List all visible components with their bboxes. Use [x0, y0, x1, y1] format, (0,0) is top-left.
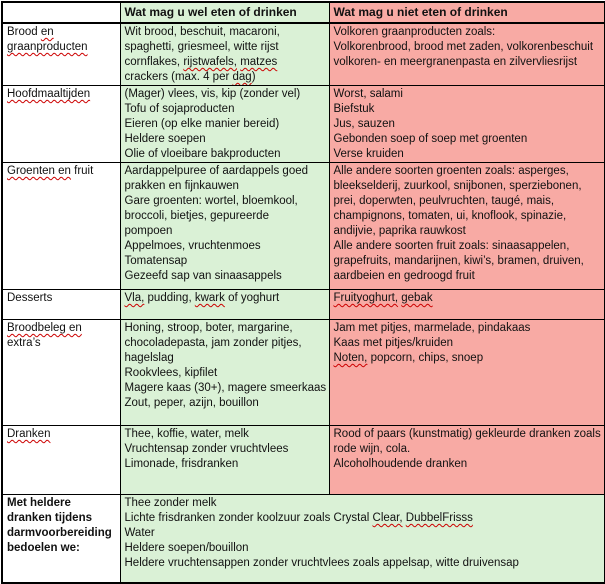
cell-line: [7, 336, 116, 351]
text-segment: Magere kaas (30+), magere smeerkaas: [124, 382, 327, 394]
cell-line: [7, 40, 116, 55]
cell-line: [125, 556, 601, 571]
text-segment: Wit brood, beschuit, macaroni,: [124, 26, 280, 38]
text-segment: spaghetti, griesmeel, witte rijst: [124, 41, 279, 53]
text-segment: Gebonden soep of soep met groenten: [333, 133, 528, 145]
text-segment: Tomatensap: [124, 255, 188, 267]
cell-line: [125, 457, 325, 472]
misspelled-word: DubbelFrisss: [405, 512, 473, 524]
text-segment: Vruchtensap zonder vruchtvlees: [124, 443, 289, 455]
text-segment: Kaas met pitjes/kruiden: [333, 337, 454, 349]
table-row: [2, 426, 605, 495]
text-segment: Volkoren graanproducten zoals:: [333, 26, 496, 38]
text-segment: grapefruits, mandarijnen, kiwi’s, bramen, druiven,: [333, 255, 584, 267]
cell-line: [334, 117, 601, 132]
category-cell: [2, 290, 120, 320]
text-segment: broccoli, bietjes, gepureerde: [124, 210, 269, 222]
text-segment: Brood: [7, 26, 41, 38]
table-row: [2, 163, 605, 290]
text-segment: (Mager) vlees, vis, kip (zonder vel): [124, 88, 301, 100]
misspelled-word: graanproducten: [7, 41, 88, 53]
table-row: [2, 290, 605, 320]
cell-line: [125, 25, 325, 40]
category-cell: [2, 320, 120, 426]
cell-line: [334, 336, 601, 351]
category-cell: [2, 426, 120, 495]
text-segment: cornflakes,: [124, 56, 184, 68]
cell-line: [7, 526, 116, 541]
text-segment: Alle andere soorten fruit zoals: sinaasappelen,: [333, 240, 570, 252]
text-segment: Lichte frisdranken zonder koolzuur zoals Crystal: [124, 512, 373, 524]
cell-line: [125, 396, 325, 411]
text-segment: hagelslag: [124, 352, 174, 364]
cell-line: [334, 132, 601, 147]
diet-table: [1, 1, 605, 584]
allowed-cell: [120, 320, 329, 426]
cell-line: [125, 427, 325, 442]
cell-line: [125, 102, 325, 117]
cell-line: [125, 209, 325, 224]
cell-line: [334, 209, 601, 224]
misspelled-word: Clear,: [372, 512, 403, 524]
text-segment: dranken tijdens: [7, 512, 92, 524]
text-segment: Heldere vruchtensappen zonder vruchtvlees zoals appelsap, witte druivensap: [124, 557, 519, 569]
cell-line: [7, 427, 116, 442]
misspelled-word: Broodbeleg en: [7, 322, 82, 334]
category-cell: [2, 23, 120, 86]
cell-line: [334, 55, 601, 70]
text-segment: andijvie, paprika rauwkost: [333, 225, 466, 237]
text-segment: Appelmoes, vruchtenmoes: [124, 240, 261, 252]
cell-line: [125, 70, 325, 85]
cell-line: [125, 336, 325, 351]
table-row: [2, 86, 605, 163]
cell-line: [7, 291, 116, 306]
cell-line: [125, 194, 325, 209]
text-segment: Limonade, frisdranken: [124, 458, 239, 470]
cell-line: [334, 254, 601, 269]
merged-allowed-cell: [120, 495, 605, 583]
cell-line: [125, 351, 325, 366]
cell-line: [334, 321, 601, 336]
text-segment: Gare groenten: wortel, bloemkool,: [124, 195, 298, 207]
cell-line: [125, 224, 325, 239]
misspelled-word: matzes: [240, 56, 278, 68]
misspelled-word: en: [40, 26, 54, 38]
cell-line: [125, 511, 601, 526]
text-segment: crackers (max. 4 per: [124, 71, 233, 83]
not-allowed-cell: [329, 290, 605, 320]
text-segment: popcorn, chips, snoep: [367, 352, 484, 364]
text-segment: prakken en fijnkauwen: [124, 180, 239, 192]
table-row: [2, 495, 605, 583]
text-segment: extra’s: [7, 337, 41, 349]
table-row: [2, 320, 605, 426]
allowed-cell: [120, 23, 329, 86]
cell-line: [334, 102, 601, 117]
cell-line: [125, 87, 325, 102]
cell-line: [334, 442, 601, 457]
misspelled-word: Hoofdmaaltijden: [7, 88, 91, 100]
text-segment: chocoladepasta, jam zonder pitjes,: [124, 337, 302, 349]
text-segment: aardbeien en gedroogd fruit: [333, 270, 475, 282]
cell-line: [125, 132, 325, 147]
allowed-cell: [120, 290, 329, 320]
misspelled-word: Dranken: [7, 428, 51, 440]
cell-line: [334, 147, 601, 162]
cell-line: [125, 541, 601, 556]
cell-line: [125, 117, 325, 132]
text-segment: Alcoholhoudende dranken: [333, 458, 468, 470]
text-segment: rode wijn, cola.: [333, 443, 411, 455]
text-segment: Verse kruiden: [333, 148, 404, 160]
text-segment: of yoghurt: [224, 292, 280, 304]
misspelled-word: gebak: [401, 292, 433, 304]
cell-line: [125, 381, 325, 396]
cell-line: [7, 25, 116, 40]
text-segment: Worst, salami: [333, 88, 403, 100]
cell-line: [125, 291, 325, 306]
cell-line: [334, 457, 601, 472]
cell-line: [7, 164, 116, 179]
text-segment: ): [251, 71, 256, 83]
header-not-allowed-cell: Wat mag u niet eten of drinken: [329, 2, 605, 23]
cell-line: [334, 224, 601, 239]
cell-line: [125, 269, 325, 284]
misspelled-word: Groenten en: [7, 165, 71, 177]
cell-line: [334, 351, 601, 366]
text-segment: Olie of vloeibare bakproducten: [124, 148, 281, 160]
text-segment: prei, doperwten, peulvruchten, taugé, mais,: [333, 195, 555, 207]
cell-line: [125, 526, 601, 541]
misspelled-word: rijstwafels,: [183, 56, 237, 68]
text-segment: Tofu of sojaproducten: [124, 103, 235, 115]
cell-line: [7, 541, 116, 556]
not-allowed-cell: [329, 426, 605, 495]
text-segment: Jam met pitjes, marmelade, pindakaas: [333, 322, 531, 334]
not-allowed-cell: [329, 86, 605, 163]
cell-line: [334, 25, 601, 40]
text-segment: pompoen: [124, 225, 173, 237]
cell-line: [334, 269, 601, 284]
category-cell: [2, 86, 120, 163]
not-allowed-cell: [329, 23, 605, 86]
cell-line: [125, 496, 601, 511]
header-allowed-cell: Wat mag u wel eten of drinken: [120, 2, 329, 23]
text-segment: volkoren- en meergranenpasta en zilvervliesrijst: [333, 56, 578, 68]
header-row: [2, 2, 605, 23]
text-segment: Biefstuk: [333, 103, 375, 115]
cell-line: [125, 147, 325, 162]
misspelled-word: Fruityoghurt,: [333, 292, 399, 304]
text-segment: bleekselderij, zuurkool, snijbonen, sperziebonen,: [333, 180, 582, 192]
text-segment: bedoelen we:: [7, 542, 80, 554]
text-segment: Zout, peper, azijn, bouillon: [124, 397, 259, 409]
allowed-cell: [120, 86, 329, 163]
text-segment: Heldere soepen/bouillon: [124, 542, 249, 554]
misspelled-word: kwark: [194, 292, 225, 304]
misspelled-word: Vla,: [124, 292, 145, 304]
header-category-cell: [2, 2, 120, 23]
text-segment: Rood of paars (kunstmatig) gekleurde dranken zoals: [333, 428, 601, 440]
cell-line: [125, 366, 325, 381]
text-segment: Honing, stroop, boter, margarine,: [124, 322, 293, 334]
allowed-cell: [120, 163, 329, 290]
text-segment: fruit: [70, 165, 94, 177]
cell-line: [334, 87, 601, 102]
cell-line: [334, 40, 601, 55]
text-segment: Gezeefd sap van sinaasappels: [124, 270, 282, 282]
cell-line: [125, 40, 325, 55]
cell-line: [125, 254, 325, 269]
cell-line: [7, 511, 116, 526]
cell-line: [125, 442, 325, 457]
category-cell: [2, 163, 120, 290]
allowed-cell: [120, 426, 329, 495]
text-segment: Desserts: [7, 292, 53, 304]
cell-line: [125, 321, 325, 336]
text-segment: Eieren (op elke manier bereid): [124, 118, 280, 130]
cell-line: [334, 239, 601, 254]
cell-line: [125, 179, 325, 194]
cell-line: [334, 427, 601, 442]
text-segment: Volkorenbrood, brood met zaden, volkorenbeschuit: [333, 41, 594, 53]
cell-line: [334, 291, 601, 306]
cell-line: [7, 321, 116, 336]
text-segment: Heldere soepen: [124, 133, 206, 145]
not-allowed-cell: [329, 163, 605, 290]
text-segment: Alle andere soorten groenten zoals: asperges,: [333, 165, 569, 177]
text-segment: darmvoorbereiding: [7, 527, 112, 539]
misspelled-word: Noten,: [333, 352, 368, 364]
text-segment: Thee, koffie, water, melk: [124, 428, 249, 440]
cell-line: [7, 496, 116, 511]
cell-line: [334, 164, 601, 179]
text-segment: Water: [124, 527, 155, 539]
table-row: [2, 23, 605, 86]
text-segment: Aardappelpuree of aardappels goed: [124, 165, 309, 177]
not-allowed-cell: [329, 320, 605, 426]
text-segment: Jus, sauzen: [333, 118, 395, 130]
cell-line: [7, 87, 116, 102]
text-segment: Met heldere: [7, 497, 71, 509]
table-body: [2, 23, 605, 583]
category-cell: [2, 495, 120, 583]
text-segment: Rookvlees, kipfilet: [124, 367, 218, 379]
cell-line: [334, 194, 601, 209]
misspelled-word: dag: [232, 71, 252, 83]
text-segment: champignons, tomaten, ui, knoflook, spinazie,: [333, 210, 567, 222]
text-segment: Thee zonder melk: [124, 497, 217, 509]
cell-line: [125, 239, 325, 254]
cell-line: [334, 179, 601, 194]
cell-line: [125, 55, 325, 70]
cell-line: [125, 164, 325, 179]
text-segment: pudding,: [144, 292, 195, 304]
